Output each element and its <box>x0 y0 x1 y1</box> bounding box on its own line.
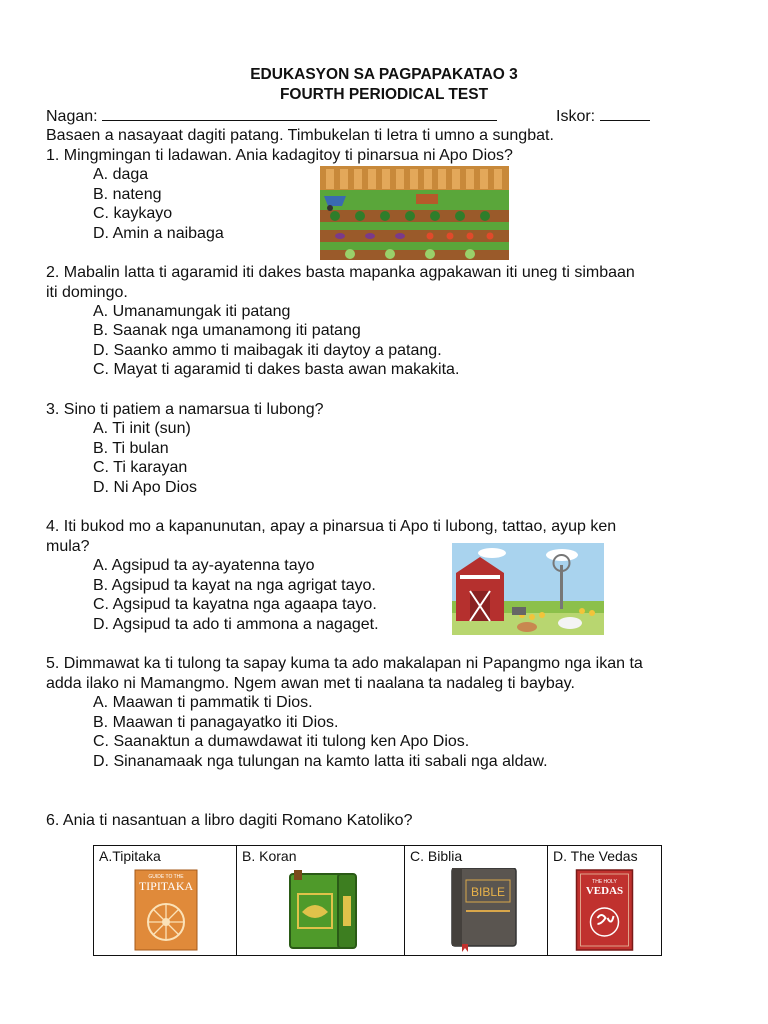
question-4-stem: 4. Iti bukod mo a kapanunutan, apay a pinarsua ti Apo ti lubong, tattao, ayup ken <box>46 518 617 535</box>
vedas-cover-title: VEDAS <box>585 885 624 897</box>
question-5-stem-cont: adda ilako ni Mamangmo. Ngem awan met ti naalana ta nadaleg ti baybay. <box>46 675 575 692</box>
book-choice-d[interactable] <box>548 846 662 956</box>
garden-illustration <box>320 166 509 260</box>
question-5-option[interactable]: A. Maawan ti pammatik ti Dios. <box>93 694 313 711</box>
question-2-option[interactable]: C. Mayat ti agaramid ti dakes basta awan makakita. <box>93 361 460 378</box>
question-1-option[interactable]: C. kaykayo <box>93 205 173 222</box>
question-3-stem: 3. Sino ti patiem a namarsua ti lubong? <box>46 401 324 418</box>
bible-cover-title: BIBLE <box>470 885 506 899</box>
book-choice-label: C. Biblia <box>410 848 463 864</box>
question-5-option[interactable]: B. Maawan ti panagayatko iti Dios. <box>93 714 339 731</box>
question-3-option[interactable]: C. Ti karayan <box>93 459 188 476</box>
book-choice-label: A.Tipitaka <box>99 848 161 864</box>
question-4-option[interactable]: C. Agsipud ta kayatna nga agaapa tayo. <box>93 596 377 613</box>
tipitaka-book-icon <box>94 868 236 952</box>
question-2-stem: 2. Mabalin latta ti agaramid iti dakes basta mapanka agpakawan iti uneg ti simbaan <box>46 264 635 281</box>
question-3-option[interactable]: B. Ti bulan <box>93 440 169 457</box>
question-4-option[interactable]: B. Agsipud ta kayat na nga agrigat tayo. <box>93 577 376 594</box>
question-5-option[interactable]: D. Sinanamaak nga tulungan na kamto latta iti sabali nga aldaw. <box>93 753 548 770</box>
question-4-option[interactable]: A. Agsipud ta ay-ayatenna tayo <box>93 557 315 574</box>
question-4-option[interactable]: D. Agsipud ta ado ti ammona a nagaget. <box>93 616 379 633</box>
question-2-option[interactable]: D. Saanko ammo ti maibagak iti daytoy a patang. <box>93 342 442 359</box>
name-blank[interactable] <box>102 106 497 121</box>
name-label: Nagan: <box>46 108 98 125</box>
question-2-option[interactable]: B. Saanak nga umanamong iti patang <box>93 322 361 339</box>
bible-book-icon <box>405 868 547 952</box>
book-choice-label: D. The Vedas <box>553 848 638 864</box>
book-choices-table <box>93 845 662 956</box>
farm-illustration <box>452 543 604 635</box>
question-1-option[interactable]: A. daga <box>93 166 149 183</box>
score-label: Iskor: <box>556 108 596 125</box>
test-title: EDUKASYON SA PAGPAPAKATAO 3 <box>250 66 518 83</box>
question-2-stem-cont: iti domingo. <box>46 284 128 301</box>
tipitaka-cover-small: GUIDE TO THE <box>148 874 184 880</box>
book-choice-a[interactable] <box>94 846 237 956</box>
question-2-option[interactable]: A. Umanamungak iti patang <box>93 303 291 320</box>
vedas-book-icon <box>548 868 661 952</box>
score-blank[interactable] <box>600 106 650 121</box>
question-3-option[interactable]: D. Ni Apo Dios <box>93 479 198 496</box>
tipitaka-cover-title: TIPITAKA <box>138 879 194 893</box>
score-field[interactable] <box>556 106 650 126</box>
test-subtitle: FOURTH PERIODICAL TEST <box>279 86 489 103</box>
question-6-stem: 6. Ania ti nasantuan a libro dagiti Romano Katoliko? <box>46 812 413 829</box>
question-3-option[interactable]: A. Ti init (sun) <box>93 420 191 437</box>
book-choice-label: B. Koran <box>242 848 297 864</box>
question-5-stem: 5. Dimmawat ka ti tulong ta sapay kuma ta ado makalapan ni Papangmo nga ikan ta <box>46 655 643 672</box>
book-choice-b[interactable] <box>237 846 405 956</box>
vedas-cover-small: THE HOLY <box>592 879 617 885</box>
question-1-stem: 1. Mingmingan ti ladawan. Ania kadagitoy ti pinarsua ni Apo Dios? <box>46 147 513 164</box>
koran-book-icon <box>237 868 404 952</box>
instructions: Basaen a nasayaat dagiti patang. Timbukelan ti letra ti umno a sungbat. <box>46 127 554 144</box>
question-4-stem-cont: mula? <box>46 538 90 555</box>
name-field[interactable] <box>46 106 497 126</box>
question-1-option[interactable]: D. Amin a naibaga <box>93 225 224 242</box>
question-1-option[interactable]: B. nateng <box>93 186 162 203</box>
question-5-option[interactable]: C. Saanaktun a dumawdawat iti tulong ken Apo Dios. <box>93 733 470 750</box>
book-choice-c[interactable] <box>405 846 548 956</box>
